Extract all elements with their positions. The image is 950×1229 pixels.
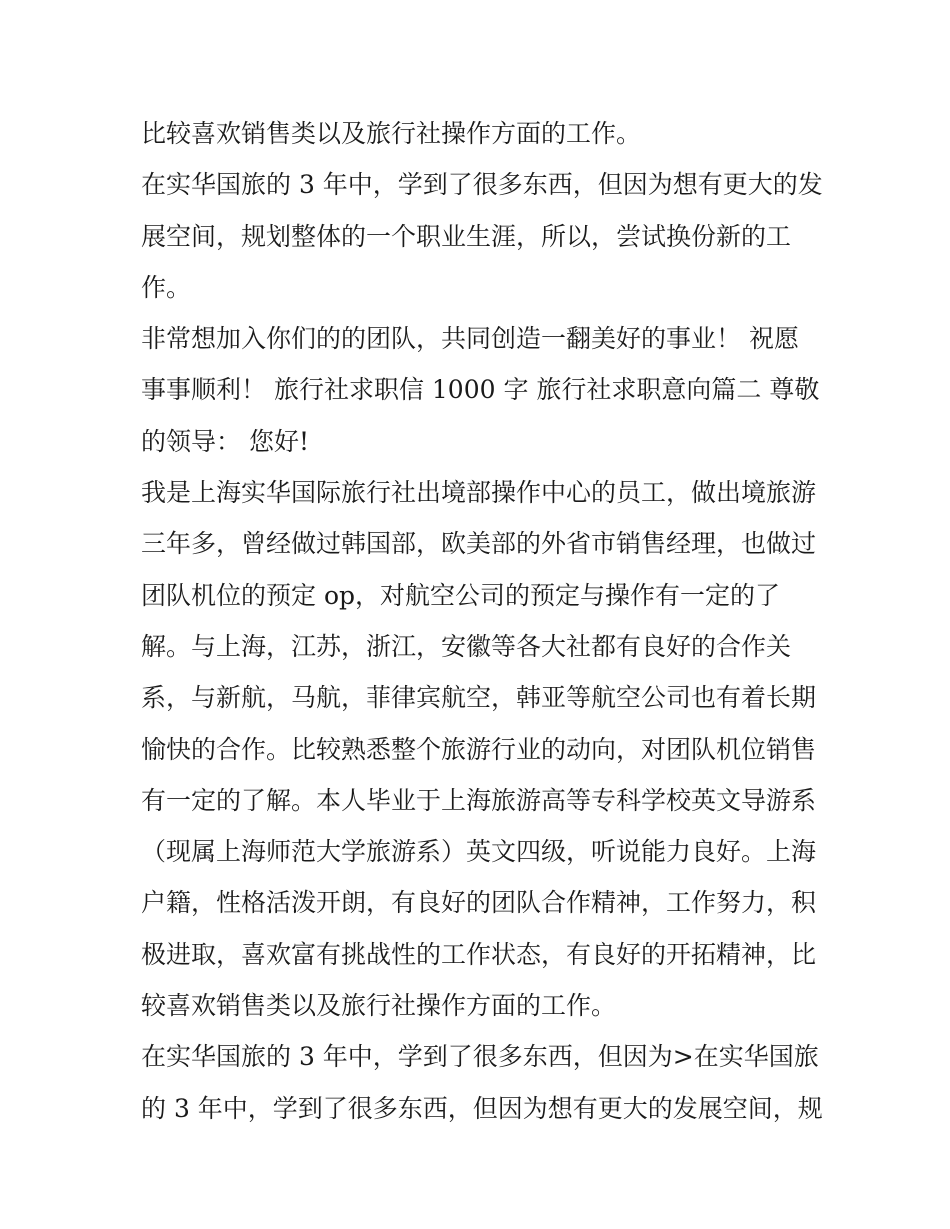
text-line: 有一定的了解。本人毕业于上海旅游高等专科学校英文导游系 (141, 785, 817, 815)
text-line: 我是上海实华国际旅行社出境部操作中心的员工，做出境旅游 (141, 478, 817, 508)
document-body (141, 108, 831, 1134)
text-line: 较喜欢销售类以及旅行社操作方面的工作。 (141, 991, 617, 1021)
text-line: 在实华国旅的 3 年中，学到了很多东西，但因为想有更大的发 (141, 170, 823, 200)
text-line: 极进取，喜欢富有挑战性的工作状态，有良好的开拓精神，比 (141, 939, 817, 969)
text-line: 的领导： 您好! (141, 426, 309, 456)
text-line: 非常想加入你们的的团队，共同创造一翻美好的事业！ 祝愿 (141, 324, 799, 354)
text-line: 的 3 年中，学到了很多东西，但因为想有更大的发展空间，规 (141, 1093, 823, 1123)
text-line: 展空间，规划整体的一个职业生涯，所以，尝试换份新的工 (141, 221, 792, 251)
text-line: 团队机位的预定 op，对航空公司的预定与操作有一定的了 (141, 580, 781, 610)
text-line: 解。与上海，江苏，浙江，安徽等各大社都有良好的合作关 (141, 631, 792, 661)
text-line: 三年多，曾经做过韩国部，欧美部的外省市销售经理，也做过 (141, 529, 817, 559)
text-line: 户籍，性格活泼开朗，有良好的团队合作精神，工作努力，积 (141, 888, 817, 918)
text-line: 比较喜欢销售类以及旅行社操作方面的工作。 (141, 119, 642, 148)
text-line: （现属上海师范大学旅游系）英文四级，听说能力良好。上海 (141, 837, 817, 867)
text-line: 愉快的合作。比较熟悉整个旅游行业的动向，对团队机位销售 (141, 734, 817, 764)
text-line: 在实华国旅的 3 年中，学到了很多东西，但因为>在实华国旅 (141, 1042, 819, 1072)
text-line: 作。 (141, 272, 192, 302)
text-line: 系，与新航，马航，菲律宾航空，韩亚等航空公司也有着长期 (141, 683, 817, 713)
text-line: 事事顺利！ 旅行社求职信 1000 字 旅行社求职意向篇二 尊敬 (141, 375, 820, 405)
